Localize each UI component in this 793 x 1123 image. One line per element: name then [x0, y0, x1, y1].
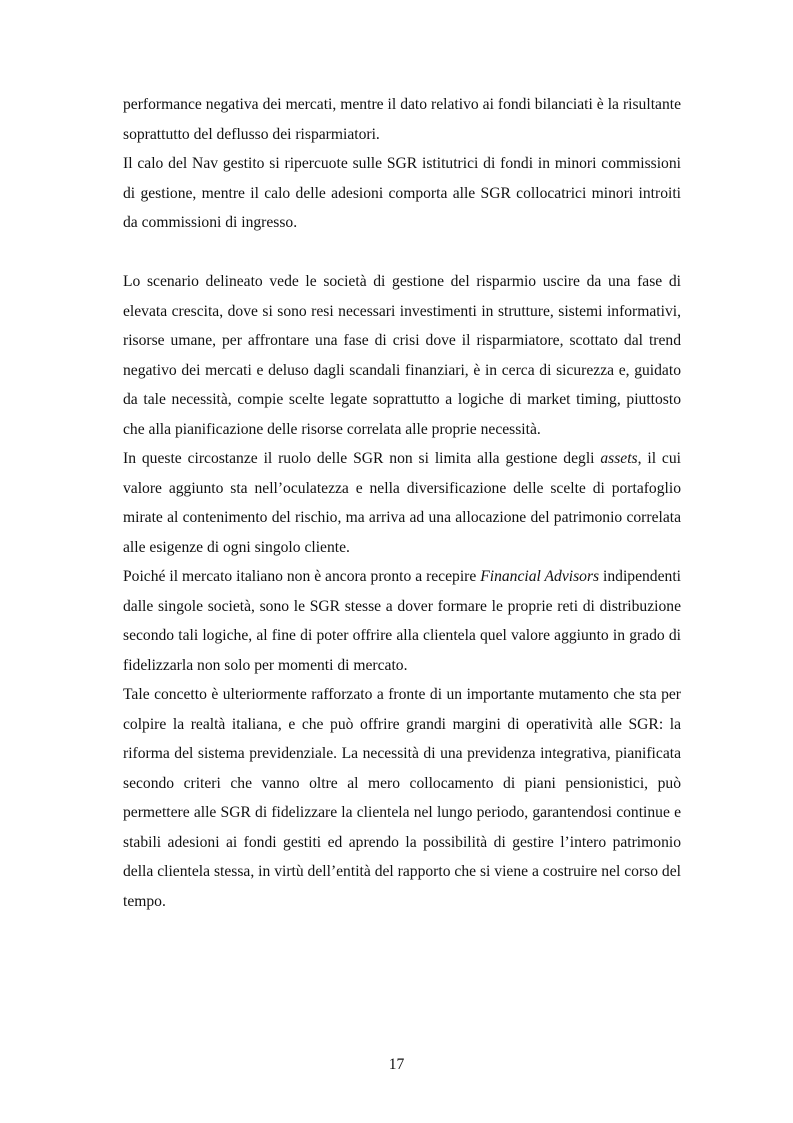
paragraph-5-text-b: indipendenti dalle singole società, sono le SGR stesse a dover formare le proprie reti di distribuzione secondo tali logiche, al fine di poter offrire alla clientela quel valore aggiunto in grado di fidelizzarla non solo per momenti di mercato. — [123, 568, 681, 674]
paragraph-4-emphasis: assets — [600, 450, 638, 467]
paragraph-6: Tale concetto è ulteriormente rafforzato a fronte di un importante mutamento che sta per colpire la realtà italiana, e che può offrire grandi margini di operatività alle SGR: la riforma del sistema previdenziale. La necessità di una previdenza integrativa, pianificata secondo criteri che vanno oltre al mero collocamento di piani pensionistici, può permettere alle SGR di fidelizzare la clientela nel lungo periodo, garantendosi continue e stabili adesioni ai fondi gestiti ed aprendo la possibilità di gestire l’intero patrimonio della clientela stessa, in virtù dell’entità del rapporto che si viene a costruire nel corso del tempo. — [123, 686, 681, 910]
paragraph-5 — [123, 562, 681, 680]
paragraph-1: performance negativa dei mercati, mentre il dato relativo ai fondi bilanciati è la risultante soprattutto del deflusso dei risparmiatori. — [123, 96, 681, 143]
paragraph-5-text-a: Poiché il mercato italiano non è ancora pronto a recepire — [123, 568, 481, 585]
paragraph-4-text-a: In queste circostanze il ruolo delle SGR non si limita alla gestione degli — [123, 450, 601, 467]
paragraph-4 — [123, 444, 681, 562]
paragraph-5-emphasis: Financial Advisors — [480, 568, 600, 585]
paragraph-spacer — [123, 238, 681, 268]
paragraph-3: Lo scenario delineato vede le società di gestione del risparmio uscire da una fase di elevata crescita, dove si sono resi necessari investimenti in strutture, sistemi informativi, risorse umane, per affrontare una fase di crisi dove il risparmiatore, scottato dal trend negativo dei mercati e deluso dagli scandali finanziari, è in cerca di sicurezza e, guidato da tale necessità, compie scelte legate soprattutto a logiche di market timing, piuttosto che alla pianificazione delle risorse correlata alle proprie necessità. — [123, 273, 681, 438]
body-text — [123, 90, 681, 916]
paragraph-2: Il calo del Nav gestito si ripercuote sulle SGR istitutrici di fondi in minori commissioni di gestione, mentre il calo delle adesioni comporta alle SGR collocatrici minori introiti da commissioni di ingresso. — [123, 155, 681, 231]
paragraph-4-text-b: , il cui valore aggiunto sta nell’oculatezza e nella diversificazione delle scelte di portafoglio mirate al contenimento del rischio, ma arriva ad una allocazione del patrimonio correlata alle esigenze di ogni singolo cliente. — [123, 450, 681, 556]
page-number: 17 — [388, 1056, 405, 1073]
